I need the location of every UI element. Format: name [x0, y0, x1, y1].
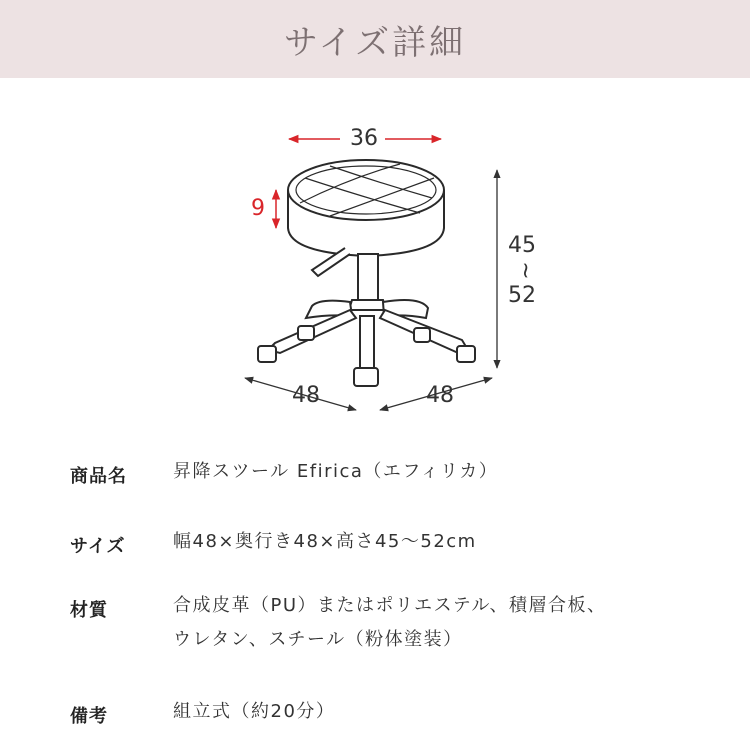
spec-label: 材質: [70, 600, 108, 621]
width-dimension-label: 36: [350, 126, 378, 151]
spec-label: 商品名: [70, 466, 127, 487]
total-height-max-label: 52: [508, 283, 536, 308]
header-banner: [0, 0, 750, 78]
gas-cylinder: [358, 254, 378, 300]
spec-label: サイズ: [70, 536, 126, 557]
spec-value-line: ウレタン、スチール（粉体塗装）: [173, 629, 463, 650]
spec-row-size: [70, 532, 477, 559]
spec-row-notes: [70, 702, 335, 729]
spec-value: [173, 695, 335, 729]
total-height-min-label: 45: [508, 233, 536, 258]
seat-cushion: [288, 160, 444, 256]
seat-height-dimension-label: 9: [251, 196, 265, 221]
spec-value: [173, 589, 606, 657]
spec-value-line: 合成皮革（PU）またはポリエステル、積層合板、: [173, 595, 607, 616]
base-left-dimension-label: 48: [292, 383, 320, 408]
total-height-range-separator: ~: [512, 261, 538, 280]
spec-value-line: 組立式（約20分）: [173, 701, 336, 722]
page-title: サイズ詳細: [283, 22, 467, 63]
stool-dimension-diagram: [0, 78, 750, 418]
spec-value: [173, 455, 498, 489]
spec-row-material: [70, 596, 606, 657]
spec-value: [173, 525, 477, 559]
spec-label: 備考: [70, 706, 108, 727]
spec-value-line: 幅48×奥行き48×高さ45〜52cm: [173, 531, 477, 552]
spec-value-line: 昇降スツール Efirica（エフィリカ）: [173, 461, 499, 482]
base-right-dimension-label: 48: [426, 383, 454, 408]
spec-row-product-name: [70, 462, 498, 489]
